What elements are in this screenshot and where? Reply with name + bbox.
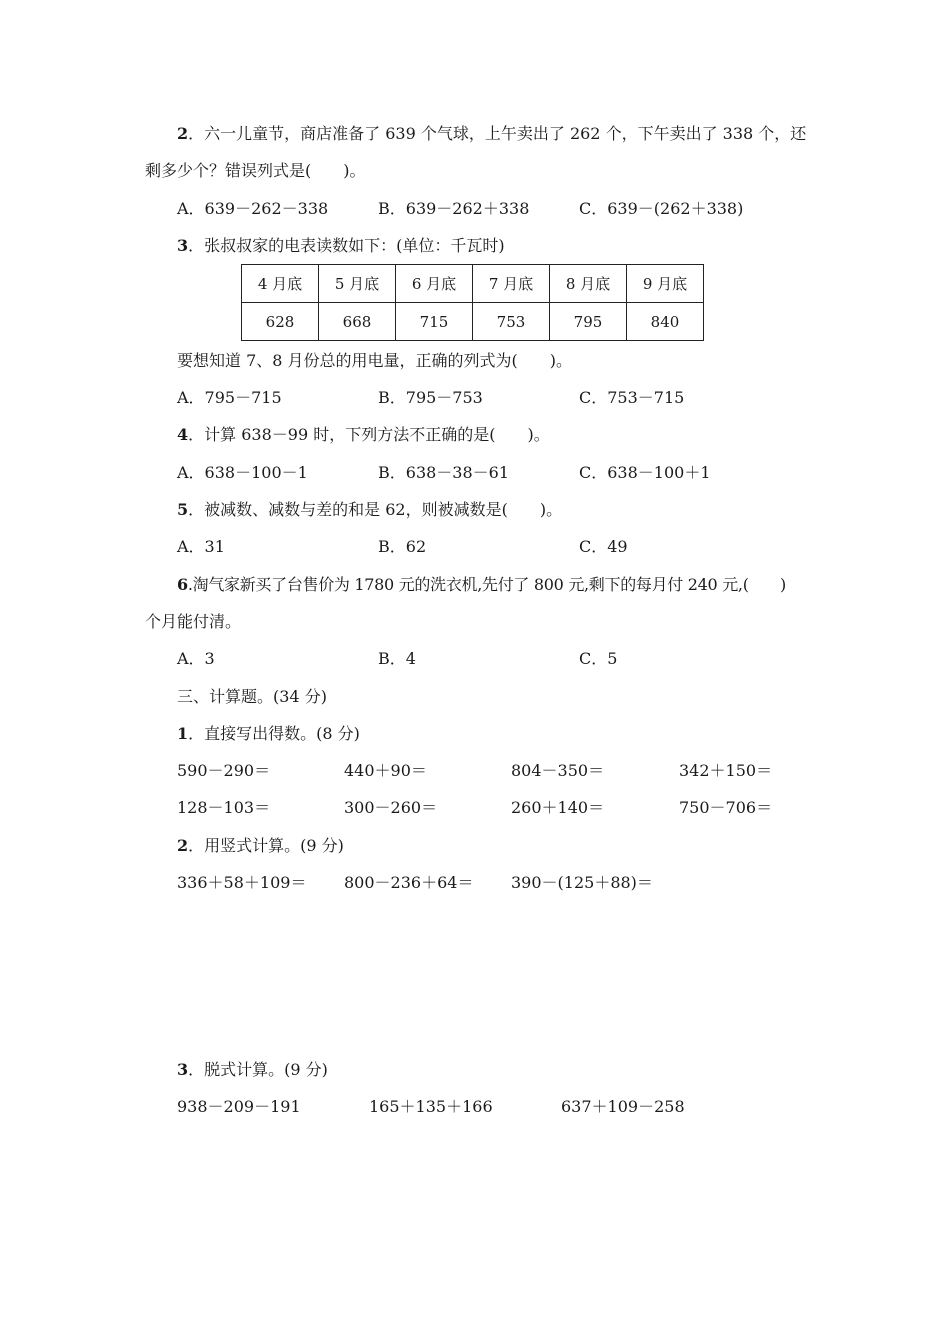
q4-text: ．计算 638－99 时，下列方法不正确的是( )。 <box>188 425 550 444</box>
q4-option-c: C．638－100＋1 <box>579 463 711 482</box>
vertical-calc-item: 336＋58＋109＝ <box>177 873 307 892</box>
q6-line1 <box>177 575 786 595</box>
q2-option-c: C．639－(262＋338) <box>579 199 744 218</box>
meter-reading-table <box>241 264 704 341</box>
part1-title <box>177 724 360 744</box>
q5-line1 <box>177 500 562 520</box>
vertical-calc-item: 390－(125＋88)＝ <box>511 873 653 892</box>
q3-option-b: B．795－753 <box>378 388 483 407</box>
q3-text: ．张叔叔家的电表读数如下：(单位：千瓦时) <box>188 236 505 255</box>
q2-option-b: B．639－262＋338 <box>378 199 530 218</box>
table-cell: 795 <box>550 303 627 341</box>
q6-option-c: C．5 <box>579 649 618 668</box>
part1-text: ．直接写出得数。(8 分) <box>188 724 360 743</box>
stepwise-calc-item: 938－209－191 <box>177 1097 301 1116</box>
table-header-cell: 6 月底 <box>396 265 473 303</box>
q4-option-a: A．638－100－1 <box>177 463 308 482</box>
q4-number: 4 <box>177 425 189 444</box>
q5-text: ．被减数、减数与差的和是 62，则被减数是( )。 <box>188 500 563 519</box>
q3-line1 <box>177 236 505 256</box>
q2-number: 2 <box>177 124 189 143</box>
calc-item: 750－706＝ <box>679 798 773 817</box>
stepwise-calc-item: 637＋109－258 <box>561 1097 685 1116</box>
q5-number: 5 <box>177 500 189 519</box>
q6-text: .淘气家新买了台售价为 1780 元的洗衣机,先付了 800 元,剩下的每月付 240 元,( ) <box>187 575 786 594</box>
calc-item: 128－103＝ <box>177 798 271 817</box>
stepwise-calc-item: 165＋135＋166 <box>369 1097 493 1116</box>
table-header-cell: 7 月底 <box>473 265 550 303</box>
q6-line2: 个月能付清。 <box>145 612 242 631</box>
q5-option-a: A．31 <box>177 537 225 556</box>
calc-item: 342＋150＝ <box>679 761 773 780</box>
q3-option-a: A．795－715 <box>177 388 282 407</box>
q2-text: ．六一儿童节，商店准备了 639 个气球，上午卖出了 262 个，下午卖出了 338 个，还 <box>188 124 807 143</box>
part3-number: 3 <box>177 1060 189 1079</box>
section3-title: 三、计算题。(34 分) <box>177 687 327 706</box>
calc-item: 590－290＝ <box>177 761 271 780</box>
q6-option-b: B．4 <box>378 649 416 668</box>
q5-option-c: C．49 <box>579 537 628 556</box>
table-row <box>242 303 704 341</box>
q3-question: 要想知道 7、8 月份总的用电量，正确的列式为( )。 <box>177 351 573 370</box>
table-header-cell: 4 月底 <box>242 265 319 303</box>
part1-number: 1 <box>177 724 189 743</box>
q6-number: 6 <box>177 575 188 594</box>
part3-title <box>177 1060 328 1080</box>
table-cell: 628 <box>242 303 319 341</box>
table-cell: 840 <box>627 303 704 341</box>
table-cell: 753 <box>473 303 550 341</box>
calc-item: 300－260＝ <box>344 798 438 817</box>
q2-line1 <box>177 124 806 144</box>
table-cell: 668 <box>319 303 396 341</box>
q4-option-b: B．638－38－61 <box>378 463 510 482</box>
table-header-cell: 8 月底 <box>550 265 627 303</box>
vertical-calc-item: 800－236＋64＝ <box>344 873 474 892</box>
part3-text: ．脱式计算。(9 分) <box>188 1060 328 1079</box>
q4-line1 <box>177 425 550 445</box>
q3-option-c: C．753－715 <box>579 388 685 407</box>
q3-number: 3 <box>177 236 189 255</box>
calc-item: 440＋90＝ <box>344 761 427 780</box>
q2-option-a: A．639－262－338 <box>177 199 329 218</box>
q2-line2: 剩多少个？错误列式是( )。 <box>145 161 366 180</box>
table-header-cell: 9 月底 <box>627 265 704 303</box>
part2-number: 2 <box>177 836 189 855</box>
table-header-row <box>242 265 704 303</box>
q5-option-b: B．62 <box>378 537 427 556</box>
table-cell: 715 <box>396 303 473 341</box>
calc-item: 804－350＝ <box>511 761 605 780</box>
table-header-cell: 5 月底 <box>319 265 396 303</box>
part2-text: ．用竖式计算。(9 分) <box>188 836 344 855</box>
q6-option-a: A．3 <box>177 649 215 668</box>
calc-item: 260＋140＝ <box>511 798 605 817</box>
part2-title <box>177 836 344 856</box>
